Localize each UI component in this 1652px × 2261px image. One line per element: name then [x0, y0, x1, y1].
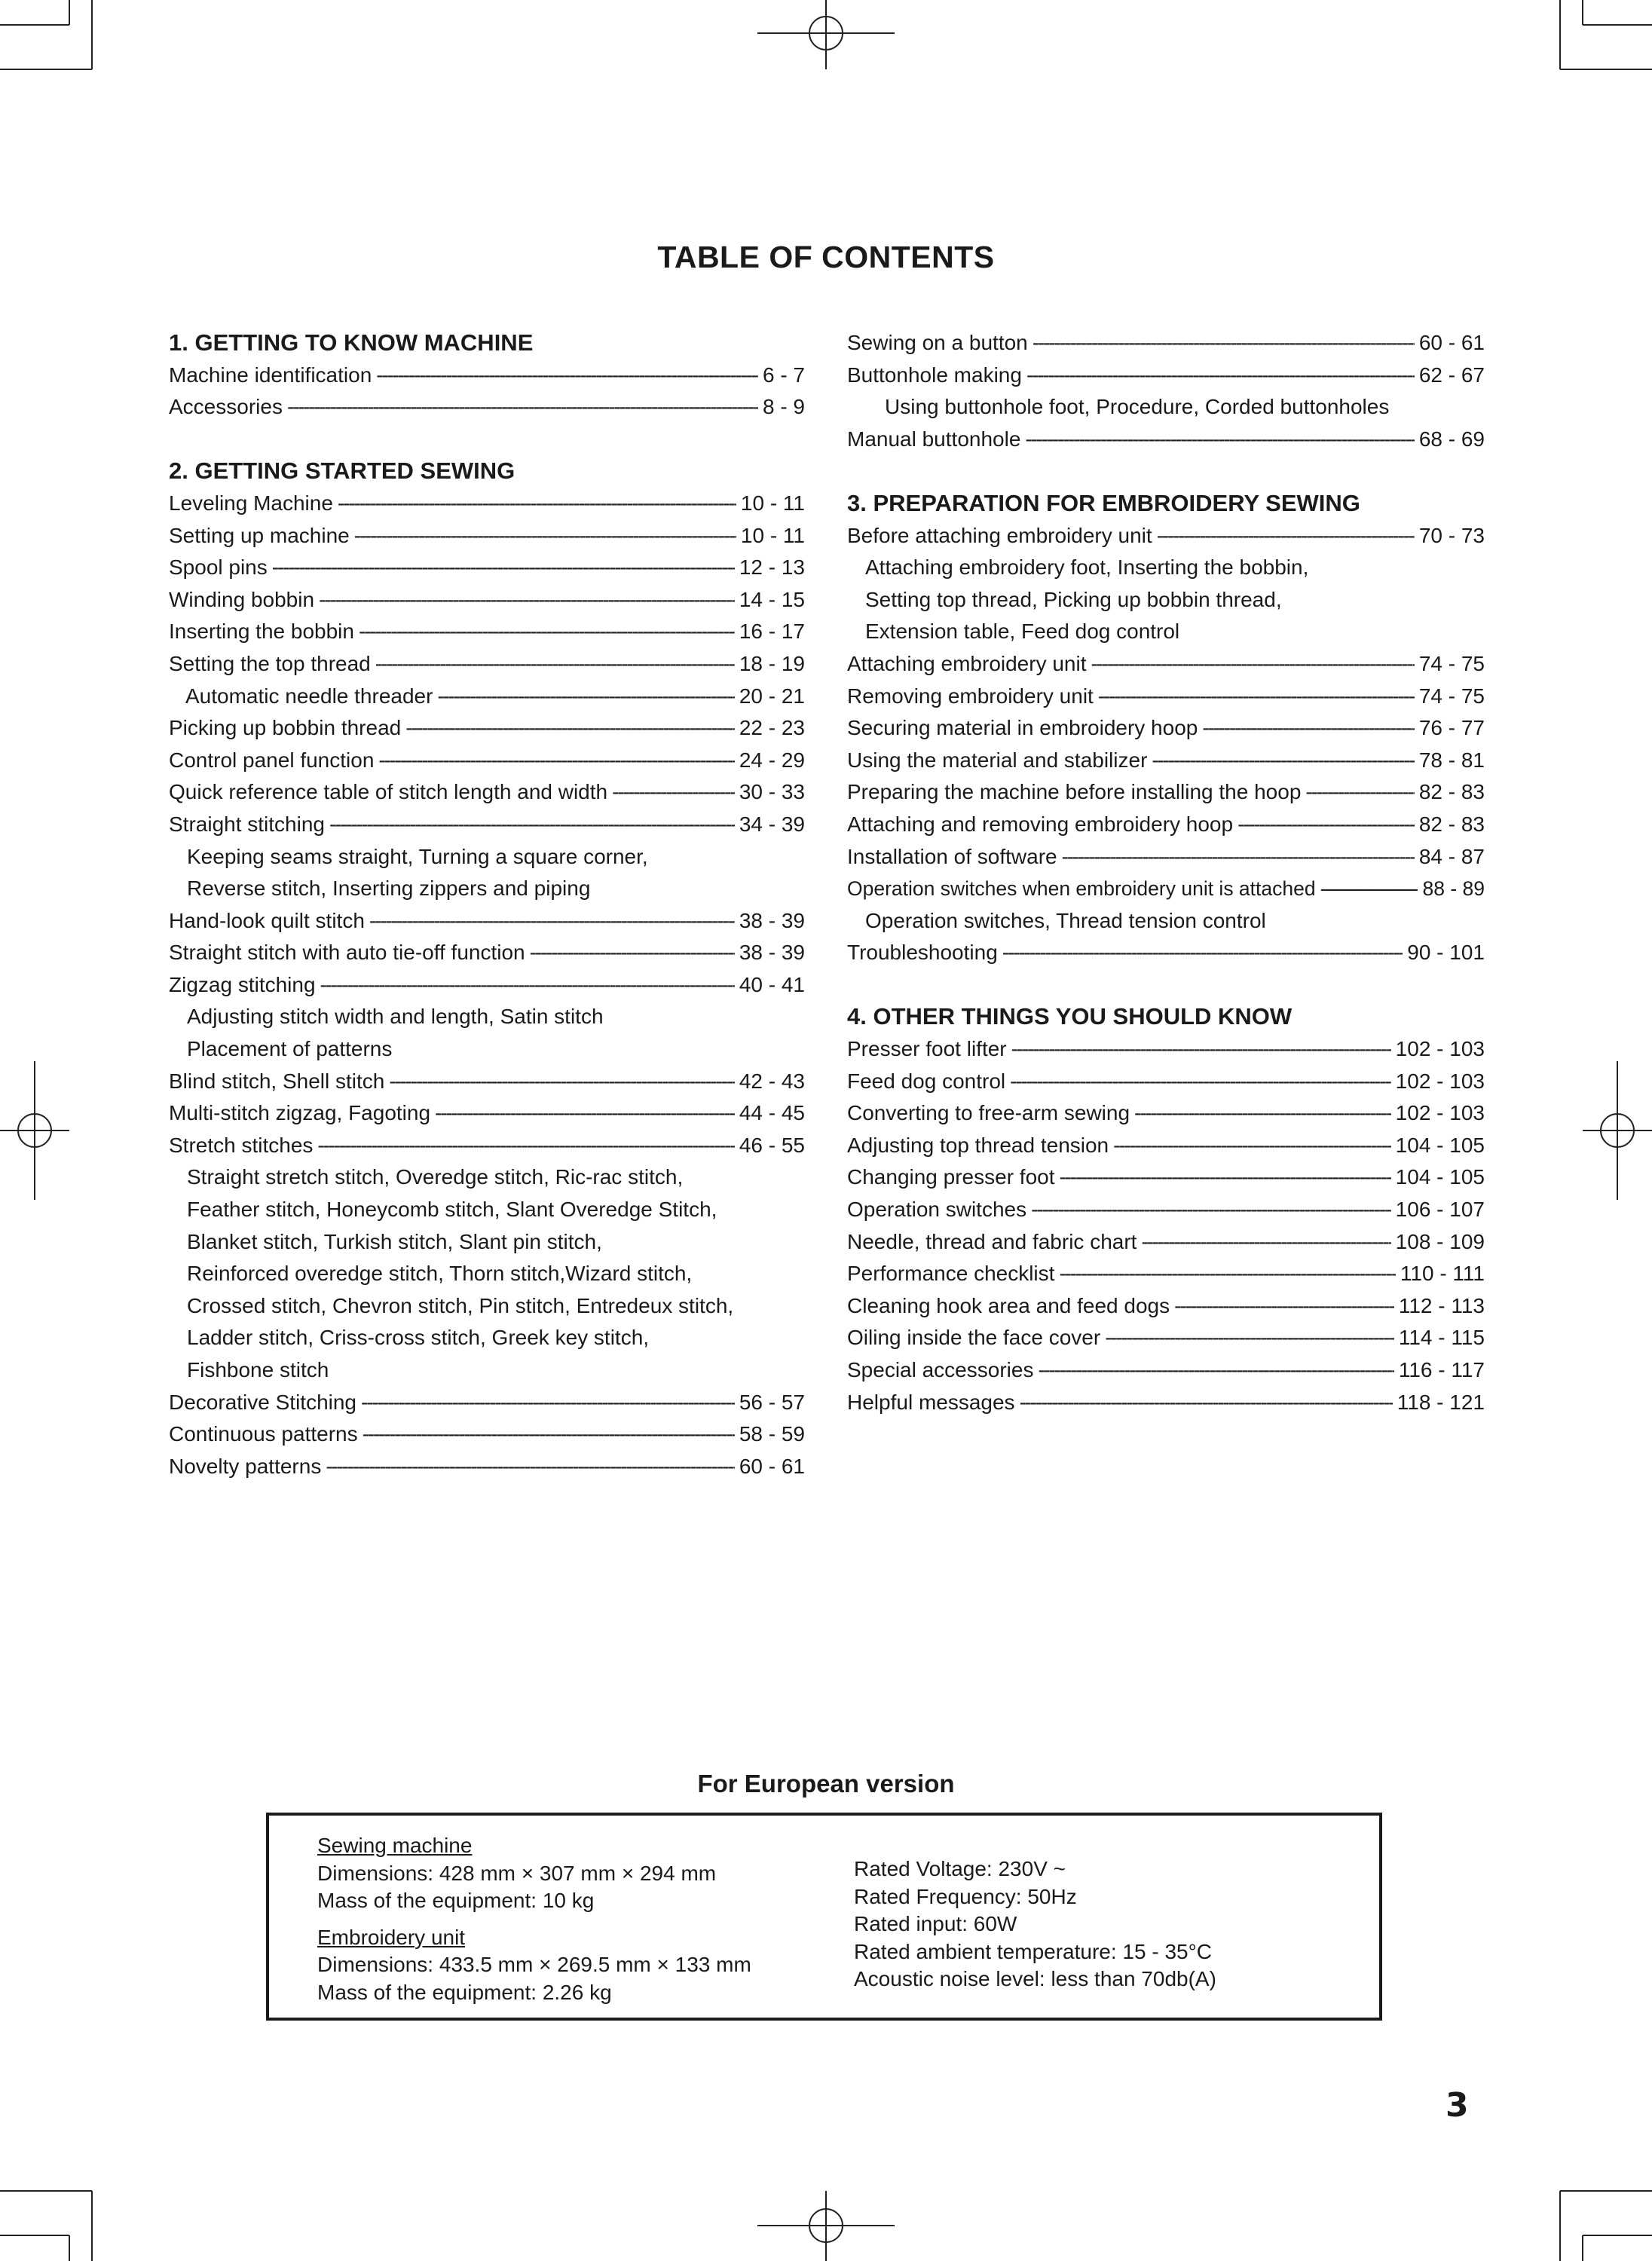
dot-leader [317, 1130, 734, 1162]
entry-title: Straight stitching [169, 812, 325, 836]
entry-title: Installation of software [847, 844, 1057, 868]
entry-title: Helpful messages [847, 1390, 1015, 1414]
entry-pages: 118 - 121 [1397, 1390, 1485, 1414]
device-specs [317, 1832, 751, 2006]
entry-pages: 116 - 117 [1398, 1358, 1485, 1381]
toc-entry[interactable] [847, 681, 1485, 713]
entry-title: Needle, thread and fabric chart [847, 1229, 1137, 1253]
section-heading: 1. GETTING TO KNOW MACHINE [169, 329, 534, 356]
dot-leader [1305, 776, 1414, 809]
entry-pages: 90 - 101 [1407, 941, 1485, 965]
entry-pages: 34 - 39 [739, 812, 805, 836]
entry-subtopics: Fishbone stitch [187, 1358, 329, 1381]
entry-pages: 60 - 61 [739, 1454, 805, 1478]
entry-title: Novelty patterns [169, 1454, 322, 1478]
entry-pages: 60 - 61 [1418, 331, 1485, 354]
entry-title: Operation switches [847, 1198, 1027, 1222]
dot-leader [1105, 1322, 1394, 1354]
dot-leader [1002, 937, 1403, 969]
dot-leader [1031, 1194, 1391, 1226]
dot-leader [363, 1418, 735, 1451]
entry-pages: 114 - 115 [1398, 1326, 1485, 1350]
toc-entry[interactable] [169, 712, 805, 745]
embroidery-unit-dimensions: Dimensions: 433.5 mm × 269.5 mm × 133 mm [317, 1953, 751, 1976]
entry-pages: 12 - 13 [739, 555, 805, 580]
toc-entry[interactable] [847, 1322, 1485, 1354]
entry-pages: 112 - 113 [1398, 1293, 1485, 1317]
toc-entry[interactable] [169, 584, 805, 616]
dot-leader [1011, 1033, 1391, 1066]
toc-entry[interactable] [847, 745, 1485, 777]
toc-entry[interactable] [847, 1387, 1485, 1419]
entry-subtopics: Ladder stitch, Criss-cross stitch, Greek key stitch, [187, 1326, 650, 1350]
dot-leader [1059, 1258, 1395, 1290]
toc-entry[interactable] [169, 648, 805, 681]
entry-title: Winding bobbin [169, 587, 315, 611]
entry-title: Leveling Machine [169, 491, 333, 515]
entry-pages: 68 - 69 [1418, 427, 1485, 451]
dot-leader [1062, 841, 1415, 873]
dot-leader [1152, 745, 1414, 777]
entry-pages: 40 - 41 [739, 972, 805, 996]
entry-subtopics: Feather stitch, Honeycomb stitch, Slant Overedge Stitch, [187, 1198, 717, 1222]
entry-title: Preparing the machine before installing the hoop [847, 780, 1302, 804]
entry-pages: 46 - 55 [739, 1133, 805, 1157]
dot-leader [319, 584, 735, 616]
toc-entry[interactable] [169, 359, 805, 392]
entry-title: Setting the top thread [169, 651, 371, 675]
entry-pages: 38 - 39 [739, 941, 805, 965]
toc-entry[interactable] [169, 552, 805, 584]
toc-entry[interactable] [847, 776, 1485, 809]
toc-right-column [847, 327, 1485, 1418]
entry-title: Stretch stitches [169, 1133, 314, 1157]
entry-pages: 24 - 29 [739, 748, 805, 772]
toc-entry[interactable] [847, 1258, 1485, 1290]
page-title: TABLE OF CONTENTS [657, 240, 995, 274]
toc-entry[interactable] [847, 1130, 1485, 1162]
entry-title: Accessories [169, 395, 283, 419]
entry-subtopics: Keeping seams straight, Turning a square corner, [187, 844, 648, 868]
entry-subtopics: Placement of patterns [187, 1037, 393, 1061]
dot-leader [338, 488, 736, 520]
entry-title: Special accessories [847, 1358, 1034, 1381]
entry-pages: 8 - 9 [762, 395, 805, 419]
entry-subtopics: Operation switches, Thread tension control [865, 908, 1266, 932]
toc-entry[interactable] [169, 905, 805, 938]
entry-pages: 20 - 21 [739, 684, 805, 708]
sewing-machine-dimensions: Dimensions: 428 mm × 307 mm × 294 mm [317, 1861, 717, 1885]
entry-subtopics: Using buttonhole foot, Procedure, Corded buttonholes [885, 395, 1390, 419]
entry-subtopics: Crossed stitch, Chevron stitch, Pin stitch, Entredeux stitch, [187, 1293, 734, 1317]
toc-entry[interactable] [847, 841, 1485, 873]
entry-pages: 82 - 83 [1418, 780, 1485, 804]
toc-entry[interactable] [847, 1226, 1485, 1259]
entry-pages: 84 - 87 [1418, 844, 1485, 868]
toc-entry[interactable] [169, 391, 805, 424]
toc-entry[interactable] [847, 1161, 1485, 1194]
entry-title: Adjusting top thread tension [847, 1133, 1109, 1157]
electrical-ratings [854, 1856, 1216, 1993]
entry-pages: 58 - 59 [739, 1422, 805, 1446]
sewing-machine-mass: Mass of the equipment: 10 kg [317, 1889, 595, 1912]
toc-entry[interactable] [847, 1066, 1485, 1098]
toc-entry[interactable] [169, 1387, 805, 1419]
dot-leader [1032, 327, 1415, 359]
entry-title: Oiling inside the face cover [847, 1326, 1101, 1350]
entry-pages: 76 - 77 [1418, 716, 1485, 740]
entry-title: Removing embroidery unit [847, 684, 1094, 708]
entry-title: Straight stitch with auto tie-off function [169, 941, 525, 965]
dot-leader [1038, 1354, 1393, 1387]
toc-entry[interactable] [847, 327, 1485, 359]
entry-title: Attaching and removing embroidery hoop [847, 812, 1234, 836]
entry-title: Machine identification [169, 363, 372, 387]
entry-pages: 14 - 15 [739, 587, 805, 611]
toc-entry[interactable] [847, 809, 1485, 841]
dot-leader [326, 1451, 735, 1483]
dot-leader [435, 1097, 735, 1130]
entry-pages: 110 - 111 [1400, 1262, 1485, 1286]
toc-entry[interactable] [169, 1097, 805, 1130]
entry-pages: 10 - 11 [740, 491, 805, 515]
toc-entry[interactable] [169, 809, 805, 841]
entry-title: Decorative Stitching [169, 1390, 357, 1414]
entry-pages: 44 - 45 [739, 1101, 805, 1125]
dot-leader [389, 1066, 734, 1098]
entry-title: Hand-look quilt stitch [169, 908, 365, 932]
toc-entry[interactable] [169, 681, 805, 713]
toc-entry[interactable] [169, 1066, 805, 1098]
entry-subtopics: Reinforced overedge stitch, Thorn stitch,Wizard stitch, [187, 1262, 693, 1286]
entry-pages: 74 - 75 [1418, 651, 1485, 675]
dot-leader [369, 905, 735, 938]
entry-pages: 102 - 103 [1395, 1101, 1485, 1125]
toc-entry[interactable] [847, 1194, 1485, 1226]
entry-title: Continuous patterns [169, 1422, 358, 1446]
entry-pages: 82 - 83 [1418, 812, 1485, 836]
entry-title: Performance checklist [847, 1262, 1055, 1286]
entry-title: Changing presser foot [847, 1165, 1055, 1189]
dot-leader [1320, 873, 1418, 905]
entry-title: Securing material in embroidery hoop [847, 716, 1198, 740]
dot-leader [405, 712, 735, 745]
entry-title: Setting up machine [169, 523, 350, 547]
entry-title: Using the material and stabilizer [847, 748, 1148, 772]
toc-left-column [169, 327, 805, 1482]
entry-pages: 22 - 23 [739, 716, 805, 740]
toc-entry[interactable] [847, 359, 1485, 392]
dot-leader [1026, 359, 1415, 392]
entry-subtopics: Extension table, Feed dog control [865, 620, 1180, 644]
entry-title: Zigzag stitching [169, 972, 316, 996]
entry-title: Inserting the bobbin [169, 620, 354, 644]
dot-leader [530, 937, 735, 969]
dot-leader [354, 520, 736, 552]
entry-pages: 88 - 89 [1422, 877, 1485, 901]
entry-pages: 102 - 103 [1395, 1037, 1485, 1061]
dot-leader [329, 809, 735, 841]
dot-leader [1025, 424, 1414, 456]
section-heading: 4. OTHER THINGS YOU SHOULD KNOW [847, 1003, 1293, 1030]
entry-pages: 10 - 11 [740, 523, 805, 547]
entry-title: Converting to free-arm sewing [847, 1101, 1130, 1125]
dot-leader [1202, 712, 1414, 745]
entry-pages: 74 - 75 [1418, 684, 1485, 708]
entry-subtopics: Attaching embroidery foot, Inserting the bobbin, [865, 555, 1309, 580]
rated-frequency: Rated Frequency: 50Hz [854, 1884, 1077, 1908]
dot-leader [1174, 1290, 1394, 1323]
entry-pages: 102 - 103 [1395, 1069, 1485, 1093]
entry-title: Before attaching embroidery unit [847, 523, 1152, 547]
spec-spacer [317, 1915, 751, 1924]
entry-title: Picking up bobbin thread [169, 716, 402, 740]
entry-subtopics: Setting top thread, Picking up bobbin thread, [865, 587, 1282, 611]
toc-entry[interactable] [169, 937, 805, 969]
dot-leader [1098, 681, 1415, 713]
entry-title: Multi-stitch zigzag, Fagoting [169, 1101, 431, 1125]
entry-pages: 78 - 81 [1418, 748, 1485, 772]
entry-pages: 104 - 105 [1395, 1165, 1485, 1189]
dot-leader [378, 745, 734, 777]
entry-title: Blind stitch, Shell stitch [169, 1069, 385, 1093]
dot-leader [1141, 1226, 1390, 1259]
dot-leader [1010, 1066, 1391, 1098]
toc-entry[interactable] [847, 1290, 1485, 1323]
entry-pages: 38 - 39 [739, 908, 805, 932]
entry-title: Sewing on a button [847, 331, 1028, 354]
toc-entry[interactable] [847, 648, 1485, 681]
entry-title: Presser foot lifter [847, 1037, 1007, 1061]
dot-leader [272, 552, 735, 584]
dot-leader [287, 391, 758, 424]
toc-entry[interactable] [169, 488, 805, 520]
dot-leader [1091, 648, 1415, 681]
rated-input: Rated input: 60W [854, 1912, 1017, 1935]
dot-leader [1237, 809, 1415, 841]
acoustic-noise-level: Acoustic noise level: less than 70db(A) [854, 1967, 1216, 1990]
entry-pages: 18 - 19 [739, 651, 805, 675]
toc-entry[interactable] [169, 520, 805, 552]
toc-entry[interactable] [847, 712, 1485, 745]
entry-pages: 108 - 109 [1395, 1229, 1485, 1253]
toc-entry[interactable] [847, 1097, 1485, 1130]
dot-leader [1157, 520, 1415, 552]
entry-title: Cleaning hook area and feed dogs [847, 1293, 1170, 1317]
rated-ambient-temperature: Rated ambient temperature: 15 - 35°C [854, 1939, 1213, 1963]
dot-leader [612, 776, 735, 809]
entry-subtopics: Adjusting stitch width and length, Satin stitch [187, 1005, 604, 1029]
entry-pages: 6 - 7 [762, 363, 805, 387]
entry-pages: 56 - 57 [739, 1390, 805, 1414]
section-heading: 3. PREPARATION FOR EMBROIDERY SEWING [847, 489, 1360, 516]
entry-title: Attaching embroidery unit [847, 651, 1087, 675]
entry-subtopics: Reverse stitch, Inserting zippers and piping [187, 877, 591, 901]
entry-pages: 42 - 43 [739, 1069, 805, 1093]
dot-leader [1020, 1387, 1393, 1419]
entry-pages: 62 - 67 [1418, 363, 1485, 387]
entry-pages: 16 - 17 [739, 620, 805, 644]
toc-entry[interactable] [169, 616, 805, 648]
entry-title: Manual buttonhole [847, 427, 1021, 451]
toc-entry[interactable] [847, 1354, 1485, 1387]
rated-voltage: Rated Voltage: 230V ~ [854, 1857, 1066, 1880]
toc-entry[interactable] [847, 520, 1485, 552]
dot-leader [376, 359, 758, 392]
european-version-title: For European version [697, 1770, 955, 1797]
specifications-box [266, 1813, 1382, 2021]
toc-entry[interactable] [169, 1130, 805, 1162]
entry-title: Quick reference table of stitch length and width [169, 780, 608, 804]
entry-title: Feed dog control [847, 1069, 1006, 1093]
toc-entry[interactable] [169, 969, 805, 1002]
dot-leader [1060, 1161, 1391, 1194]
dot-leader [437, 681, 734, 713]
toc-entry[interactable] [169, 1418, 805, 1451]
dot-leader [359, 616, 735, 648]
toc-entry[interactable] [169, 745, 805, 777]
toc-entry[interactable] [847, 937, 1485, 969]
entry-title: Spool pins [169, 555, 268, 580]
dot-leader [1113, 1130, 1391, 1162]
entry-title: Buttonhole making [847, 363, 1022, 387]
dot-leader [375, 648, 735, 681]
entry-pages: 70 - 73 [1418, 523, 1485, 547]
embroidery-unit-mass: Mass of the equipment: 2.26 kg [317, 1980, 612, 2004]
dot-leader [1134, 1097, 1391, 1130]
toc-entry[interactable] [169, 1451, 805, 1483]
embroidery-unit-label: Embroidery unit [317, 1925, 466, 1949]
dot-leader [320, 969, 735, 1002]
toc-entry[interactable] [847, 1033, 1485, 1066]
entry-pages: 104 - 105 [1395, 1133, 1485, 1157]
section-heading: 2. GETTING STARTED SEWING [169, 457, 515, 485]
entry-pages: 30 - 33 [739, 780, 805, 804]
entry-title: Operation switches when embroidery unit is attached [847, 877, 1316, 901]
entry-subtopics: Straight stretch stitch, Overedge stitch, Ric-rac stitch, [187, 1165, 684, 1189]
toc-entry[interactable] [169, 776, 805, 809]
page-number: 3 [1446, 2086, 1469, 2125]
entry-title: Automatic needle threader [185, 684, 433, 708]
toc-entry[interactable] [847, 424, 1485, 456]
entry-title: Troubleshooting [847, 941, 998, 965]
sewing-machine-label: Sewing machine [317, 1834, 473, 1857]
entry-pages: 106 - 107 [1395, 1198, 1485, 1222]
dot-leader [361, 1387, 735, 1419]
entry-title: Control panel function [169, 748, 375, 772]
entry-subtopics: Blanket stitch, Turkish stitch, Slant pin stitch, [187, 1229, 602, 1253]
toc-entry[interactable] [847, 873, 1485, 905]
